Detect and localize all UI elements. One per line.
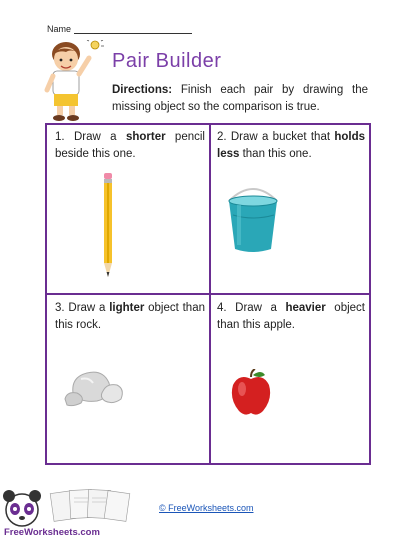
cell-1-before: Draw a: [64, 131, 126, 143]
cell-3-after: object than this rock.: [55, 302, 205, 331]
cell-4-text: [217, 300, 365, 334]
pencil-icon: [101, 173, 115, 281]
name-line[interactable]: [74, 24, 192, 34]
name-label: Name: [47, 24, 72, 34]
boy-illustration-icon: [40, 40, 106, 122]
footer-link[interactable]: © FreeWorksheets.com: [159, 503, 254, 513]
name-row: [47, 24, 192, 34]
cell-2-text: [217, 129, 365, 163]
cell-3-before: Draw a: [64, 302, 110, 314]
cell-2-before: Draw a bucket that: [226, 131, 335, 143]
cell-4-keyword: heavier: [285, 302, 326, 314]
cell-1-keyword: shorter: [125, 131, 166, 143]
cell-2-number: 2.: [217, 131, 227, 143]
grid-divider-horizontal: [47, 293, 369, 295]
cell-4-number: 4.: [217, 302, 227, 314]
directions: [112, 82, 368, 116]
directions-label: Directions:: [112, 84, 173, 96]
apple-icon: [229, 369, 273, 417]
directions-text: Finish each pair by drawing the missing object so the comparison is true.: [112, 84, 368, 113]
logo-text: FreeWorksheets.com: [4, 527, 100, 538]
rock-icon: [63, 363, 127, 409]
cell-3-keyword: lighter: [109, 302, 145, 314]
worksheet-title: Pair Builder: [112, 50, 222, 72]
freeworksheets-logo-icon: [2, 488, 162, 538]
cell-4-after: object than this apple.: [217, 302, 365, 331]
cell-3-text: [55, 300, 205, 334]
cell-1-number: 1.: [55, 131, 65, 143]
cell-3-number: 3.: [55, 302, 65, 314]
cell-2-keyword: holds less: [217, 131, 365, 160]
cell-2-after: than this one.: [239, 148, 312, 160]
cell-4-before: Draw a: [226, 302, 286, 314]
bucket-icon: [223, 185, 283, 255]
pair-grid: [45, 123, 371, 465]
cell-1-text: [55, 129, 205, 163]
cell-1-after: pencil beside this one.: [55, 131, 205, 160]
